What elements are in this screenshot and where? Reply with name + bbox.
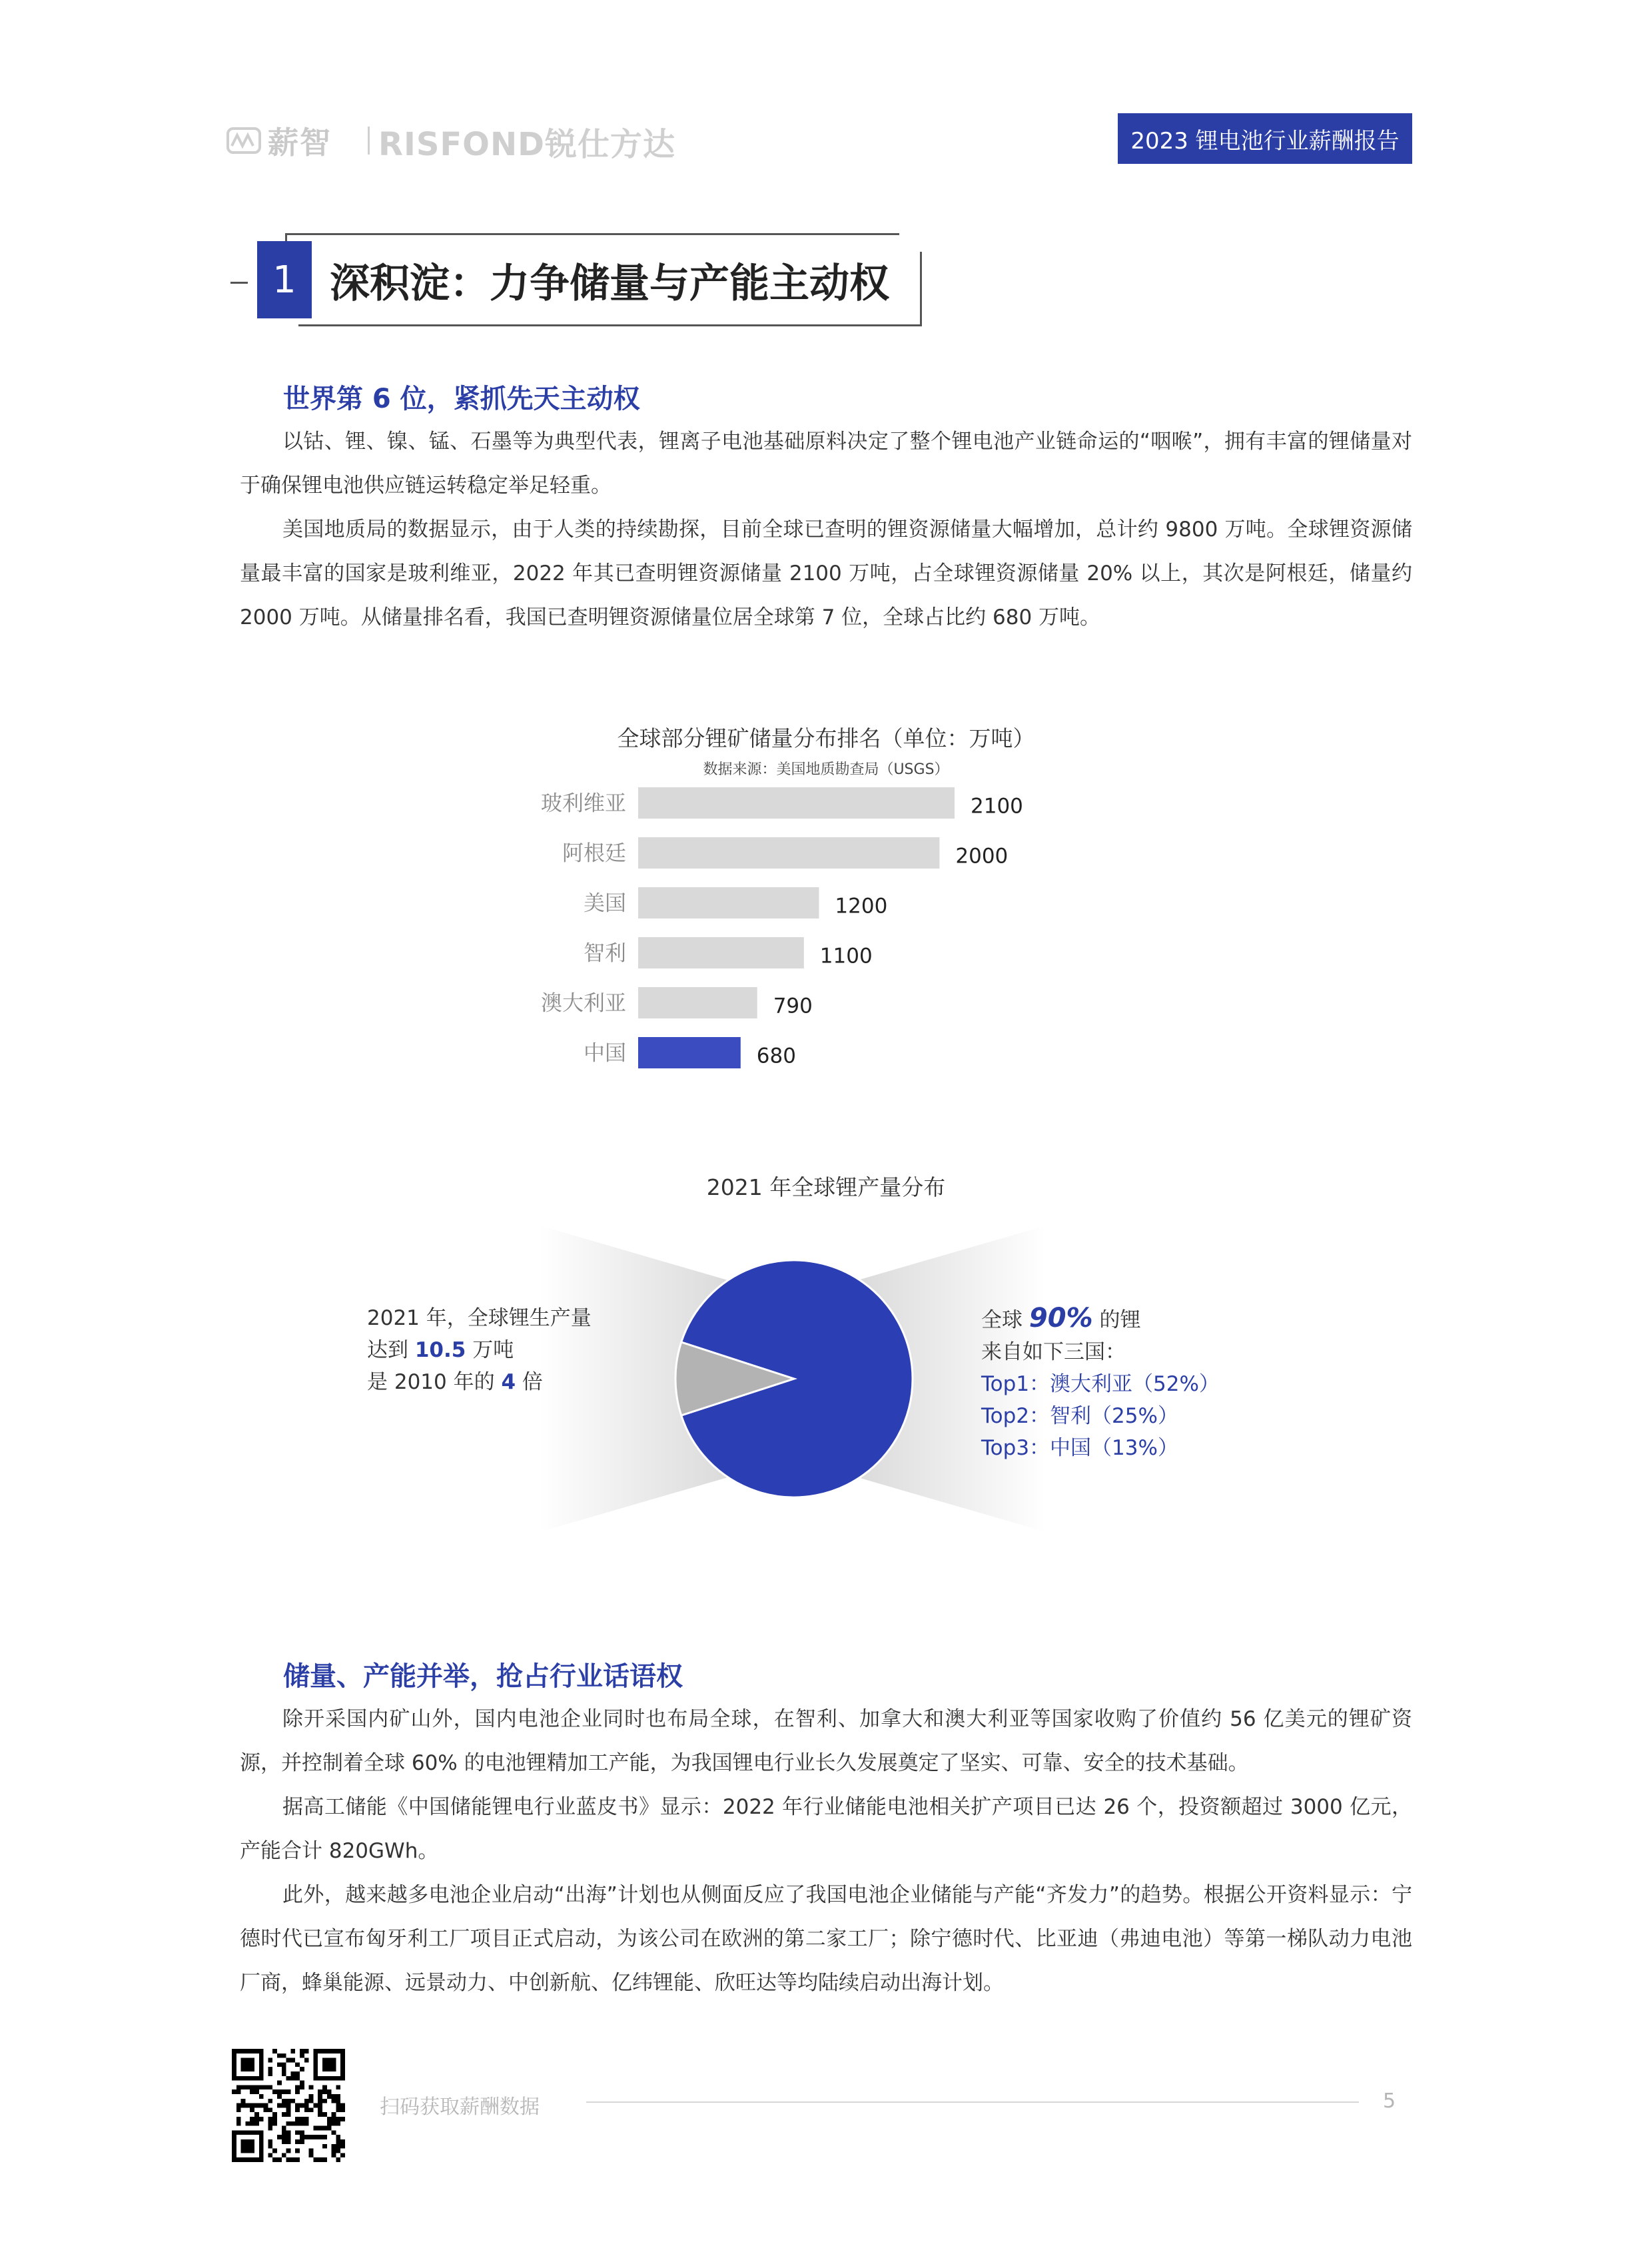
paragraph-overseas-mines: 除开采国内矿山外，国内电池企业同时也布局全球，在智利、加拿大和澳大利亚等国家收购了价值约 56 亿美元的锂矿资源，并控制着全球 60% 的电池锂精加工产能，为我国锂电行业长久发展奠定了坚实、可靠、安全的技术基础。	[240, 1707, 1412, 1775]
bar-1	[638, 787, 955, 819]
production-note	[367, 1302, 592, 1398]
value-label: 790	[773, 994, 813, 1018]
value-label: 1100	[819, 944, 873, 968]
paragraph-bluebook: 据高工储能《中国储能锂电行业蓝皮书》显示：2022 年行业储能电池相关扩产项目已达 26 个，投资额超过 3000 亿元，产能合计 820GWh。	[240, 1795, 1412, 1863]
share-percent: 90%	[1029, 1303, 1093, 1333]
category-label: 阿根廷	[562, 840, 626, 866]
section-number: 1	[257, 241, 312, 318]
wave-logo-icon	[226, 126, 261, 155]
value-label: 2100	[971, 794, 1023, 819]
footer-divider	[586, 2101, 1359, 2103]
paragraph-going-global: 此外，越来越多电池企业启动“出海”计划也从侧面反应了我国电池企业储能与产能“齐发力”的趋势。根据公开资料显示：宁德时代已宣布匈牙利工厂项目正式启动，为该公司在欧洲的第二家工厂；除宁德时代、比亚迪（弗迪电池）等第一梯队动力电池厂商，蜂巢能源、远景动力、中创新航、亿纬锂能、欣旺达等均陆续启动出海计划。	[240, 1883, 1412, 1995]
section-title: 深积淀：力争储量与产能主动权	[330, 260, 889, 307]
bar-chart-source: 数据来源：美国地质勘查局（USGS）	[703, 761, 949, 778]
bar-2	[638, 837, 939, 869]
lithium-reserves-bar-chart	[0, 779, 1652, 1099]
page-number: 5	[1383, 2089, 1396, 2113]
paragraph-usgs-data: 美国地质局的数据显示，由于人类的持续勘探，目前全球已查明的锂资源储量大幅增加，总计约 9800 万吨。全球锂资源储量最丰富的国家是玻利维亚，2022 年其已查明锂资源储量 2100 万吨，占全球锂资源储量 20% 以上，其次是阿根廷，储量约 2000 万吨。从储量排名看，我国已查明锂资源储量位居全球第 7 位，全球占比约 680 万吨。	[240, 518, 1412, 629]
bar-5	[638, 987, 757, 1018]
subheading-capacity: 储量、产能并举，抢占行业话语权	[283, 1661, 683, 1692]
value-label: 2000	[955, 844, 1009, 869]
category-label: 中国	[583, 1040, 626, 1066]
category-label: 智利	[583, 940, 626, 966]
report-title-badge: 2023 锂电池行业薪酬报告	[1118, 113, 1412, 164]
category-label: 澳大利亚	[540, 990, 626, 1016]
bar-chart-title: 全球部分锂矿储量分布排名（单位：万吨）	[617, 725, 1035, 751]
production-note-line2: 达到 10.5 万吨	[367, 1338, 514, 1362]
qr-code[interactable]	[232, 2049, 345, 2162]
xinzhi-logo-text: 薪智	[268, 125, 332, 161]
production-note-line1: 2021 年，全球锂生产量	[367, 1306, 592, 1330]
production-note-line3: 是 2010 年的 4 倍	[367, 1370, 543, 1394]
paragraph-raw-materials: 以钴、锂、镍、锰、石墨等为典型代表，锂离子电池基础原料决定了整个锂电池产业链命运的“咽喉”，拥有丰富的锂储量对于确保锂电池供应链运转稳定举足轻重。	[240, 430, 1412, 498]
pie-chart-title: 2021 年全球锂产量分布	[706, 1174, 946, 1200]
production-multiple: 4	[501, 1370, 516, 1394]
xinzhi-logo	[226, 119, 332, 163]
bar-3	[638, 887, 819, 919]
subheading-rank: 世界第 6 位，紧抓先天主动权	[283, 384, 640, 414]
bar-6	[638, 1037, 741, 1068]
category-label: 美国	[583, 890, 626, 916]
top1-producer: Top1：澳大利亚（52%）	[981, 1372, 1220, 1396]
bar-4	[638, 937, 804, 968]
value-label: 1200	[835, 894, 888, 919]
lithium-production-pie-chart	[0, 1212, 1652, 1545]
top2-producer: Top2：智利（25%）	[981, 1404, 1178, 1428]
top-producers-line1: 全球 90% 的锂	[981, 1303, 1141, 1333]
section-dash	[230, 282, 248, 284]
category-label: 玻利维亚	[540, 790, 626, 816]
logo-divider	[368, 127, 370, 155]
risfond-logo: RISFOND锐仕方达	[378, 126, 676, 163]
top3-producer: Top3：中国（13%）	[981, 1436, 1178, 1460]
scan-prompt: 扫码获取薪酬数据	[380, 2095, 540, 2119]
value-label: 680	[756, 1044, 796, 1068]
top-producers-note	[981, 1302, 1220, 1464]
production-amount: 10.5	[414, 1338, 466, 1362]
top-producers-line2: 来自如下三国：	[981, 1340, 1126, 1364]
